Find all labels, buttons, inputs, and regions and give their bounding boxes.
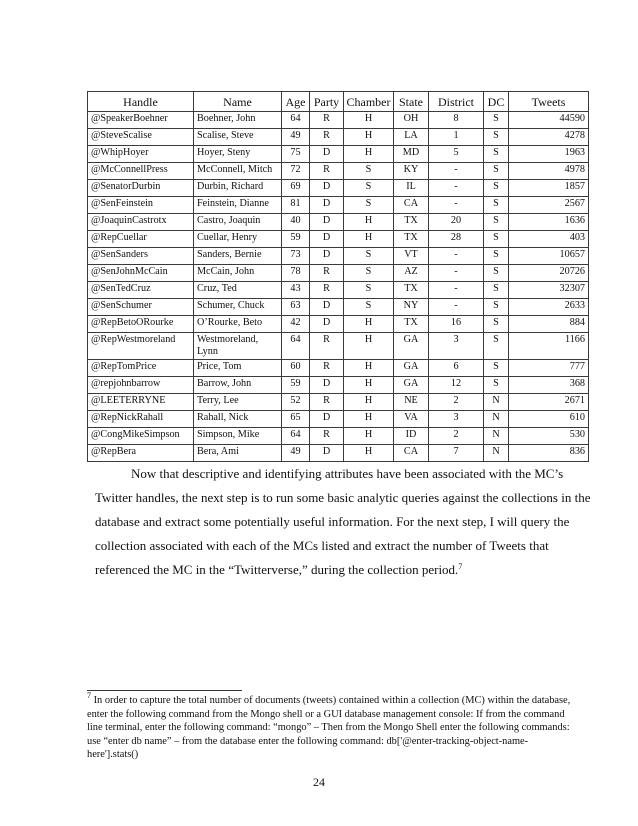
cell-handle: @WhipHoyer	[88, 146, 194, 163]
page-number: 24	[313, 775, 325, 789]
cell-dc: N	[484, 394, 509, 411]
cell-state: NE	[394, 394, 429, 411]
cell-district: 7	[429, 445, 484, 462]
cell-tweets: 4978	[509, 163, 589, 180]
cell-dc: S	[484, 265, 509, 282]
cell-district: -	[429, 282, 484, 299]
cell-state: TX	[394, 231, 429, 248]
column-header-state: State	[394, 92, 429, 112]
cell-state: IL	[394, 180, 429, 197]
cell-name: Cuellar, Henry	[194, 231, 282, 248]
cell-tweets: 1636	[509, 214, 589, 231]
footnote-line: line terminal, enter the following command: “mongo” – Then from the Mongo Shell enter the following commands:	[87, 722, 570, 733]
table-row	[88, 411, 589, 428]
cell-district: 3	[429, 411, 484, 428]
cell-chamber: H	[344, 112, 394, 129]
cell-state: GA	[394, 360, 429, 377]
cell-state: TX	[394, 214, 429, 231]
cell-party: R	[310, 394, 344, 411]
cell-chamber: S	[344, 180, 394, 197]
cell-chamber: S	[344, 248, 394, 265]
cell-tweets: 4278	[509, 129, 589, 146]
cell-name: Feinstein, Dianne	[194, 197, 282, 214]
cell-handle: @SenSanders	[88, 248, 194, 265]
cell-name: Cruz, Ted	[194, 282, 282, 299]
cell-handle: @SenTedCruz	[88, 282, 194, 299]
cell-state: GA	[394, 377, 429, 394]
table-row	[88, 248, 589, 265]
table-row	[88, 146, 589, 163]
cell-tweets: 610	[509, 411, 589, 428]
cell-party: D	[310, 411, 344, 428]
cell-name: Terry, Lee	[194, 394, 282, 411]
cell-age: 52	[282, 394, 310, 411]
cell-dc: N	[484, 411, 509, 428]
table-row	[88, 445, 589, 462]
cell-handle: @repjohnbarrow	[88, 377, 194, 394]
cell-party: D	[310, 180, 344, 197]
cell-district: 2	[429, 428, 484, 445]
cell-tweets: 2671	[509, 394, 589, 411]
cell-state: ID	[394, 428, 429, 445]
cell-district: -	[429, 163, 484, 180]
column-header-age: Age	[282, 92, 310, 112]
cell-chamber: S	[344, 299, 394, 316]
cell-chamber: H	[344, 146, 394, 163]
cell-dc: N	[484, 428, 509, 445]
cell-name: Price, Tom	[194, 360, 282, 377]
cell-party: R	[310, 112, 344, 129]
cell-dc: S	[484, 299, 509, 316]
cell-party: R	[310, 428, 344, 445]
cell-tweets: 836	[509, 445, 589, 462]
cell-chamber: S	[344, 163, 394, 180]
cell-name: McCain, John	[194, 265, 282, 282]
cell-state: CA	[394, 197, 429, 214]
cell-district: -	[429, 248, 484, 265]
cell-age: 63	[282, 299, 310, 316]
cell-name: Scalise, Steve	[194, 129, 282, 146]
cell-party: D	[310, 146, 344, 163]
table-row	[88, 428, 589, 445]
cell-tweets: 1857	[509, 180, 589, 197]
cell-party: R	[310, 129, 344, 146]
cell-tweets: 777	[509, 360, 589, 377]
cell-chamber: H	[344, 411, 394, 428]
cell-state: TX	[394, 316, 429, 333]
cell-handle: @SenSchumer	[88, 299, 194, 316]
cell-dc: S	[484, 146, 509, 163]
cell-name: McConnell, Mitch	[194, 163, 282, 180]
table-row	[88, 299, 589, 316]
cell-state: VA	[394, 411, 429, 428]
cell-dc: S	[484, 214, 509, 231]
paragraph-line: collection associated with each of the MCs listed and extract the number of Tweets that	[95, 538, 549, 553]
cell-handle: @RepNickRahall	[88, 411, 194, 428]
cell-tweets: 368	[509, 377, 589, 394]
cell-tweets: 884	[509, 316, 589, 333]
column-header-handle: Handle	[88, 92, 194, 112]
paragraph-line-text: referenced the MC in the “Twitterverse,” during the collection period.	[95, 562, 459, 577]
cell-handle: @RepBetoORourke	[88, 316, 194, 333]
table-row	[88, 231, 589, 248]
cell-age: 59	[282, 231, 310, 248]
cell-dc: S	[484, 377, 509, 394]
column-header-dc: DC	[484, 92, 509, 112]
cell-handle: @SenJohnMcCain	[88, 265, 194, 282]
cell-district: 1	[429, 129, 484, 146]
cell-age: 40	[282, 214, 310, 231]
cell-state: LA	[394, 129, 429, 146]
cell-district: 8	[429, 112, 484, 129]
footnote-line: enter the following command from the Mongo shell or a GUI database management console: If from the command	[87, 708, 565, 720]
cell-handle: @SenFeinstein	[88, 197, 194, 214]
cell-dc: S	[484, 197, 509, 214]
cell-name: Simpson, Mike	[194, 428, 282, 445]
cell-handle: @RepCuellar	[88, 231, 194, 248]
cell-name: Castro, Joaquin	[194, 214, 282, 231]
cell-name: Boehner, John	[194, 112, 282, 129]
paragraph-line: Now that descriptive and identifying attributes have been associated with the MC’s	[131, 466, 564, 481]
cell-dc: S	[484, 316, 509, 333]
cell-state: AZ	[394, 265, 429, 282]
paragraph-line: database and extract some potentially useful information. For the next step, I will query the	[95, 514, 570, 529]
cell-district: -	[429, 299, 484, 316]
cell-name: Sanders, Bernie	[194, 248, 282, 265]
cell-age: 43	[282, 282, 310, 299]
footnote-reference[interactable]: 7	[458, 562, 463, 571]
cell-party: D	[310, 445, 344, 462]
cell-tweets: 2567	[509, 197, 589, 214]
cell-handle: @RepWestmoreland	[88, 333, 194, 360]
paragraph-line	[95, 558, 577, 582]
table-row	[88, 316, 589, 333]
cell-age: 73	[282, 248, 310, 265]
table-row	[88, 394, 589, 411]
table-row	[88, 163, 589, 180]
cell-age: 65	[282, 411, 310, 428]
cell-chamber: H	[344, 333, 394, 360]
cell-tweets: 20726	[509, 265, 589, 282]
cell-district: 16	[429, 316, 484, 333]
table-row	[88, 112, 589, 129]
cell-party: R	[310, 282, 344, 299]
cell-party: R	[310, 265, 344, 282]
table-row	[88, 197, 589, 214]
cell-chamber: H	[344, 394, 394, 411]
cell-dc: S	[484, 112, 509, 129]
cell-district: 3	[429, 333, 484, 360]
cell-chamber: S	[344, 265, 394, 282]
column-header-tweets: Tweets	[509, 92, 589, 112]
cell-dc: S	[484, 129, 509, 146]
cell-name: Hoyer, Steny	[194, 146, 282, 163]
cell-dc: S	[484, 163, 509, 180]
cell-dc: S	[484, 360, 509, 377]
cell-handle: @McConnellPress	[88, 163, 194, 180]
table-row	[88, 265, 589, 282]
cell-age: 78	[282, 265, 310, 282]
cell-dc: S	[484, 231, 509, 248]
cell-chamber: H	[344, 231, 394, 248]
cell-chamber: S	[344, 197, 394, 214]
cell-age: 64	[282, 112, 310, 129]
cell-name: Rahall, Nick	[194, 411, 282, 428]
cell-district: -	[429, 265, 484, 282]
column-header-party: Party	[310, 92, 344, 112]
table-row	[88, 214, 589, 231]
cell-tweets: 1963	[509, 146, 589, 163]
cell-age: 64	[282, 428, 310, 445]
cell-state: TX	[394, 282, 429, 299]
cell-district: 2	[429, 394, 484, 411]
cell-name: Westmoreland, Lynn	[194, 333, 282, 360]
cell-district: 5	[429, 146, 484, 163]
cell-name: Schumer, Chuck	[194, 299, 282, 316]
footnote-text: In order to capture the total number of documents (tweets) contained within a collection (MC) within the database,	[91, 695, 571, 706]
cell-party: D	[310, 197, 344, 214]
cell-state: CA	[394, 445, 429, 462]
cell-handle: @SpeakerBoehner	[88, 112, 194, 129]
cell-age: 72	[282, 163, 310, 180]
cell-name: Durbin, Richard	[194, 180, 282, 197]
cell-handle: @RepBera	[88, 445, 194, 462]
table-row	[88, 180, 589, 197]
cell-party: D	[310, 248, 344, 265]
cell-name: Barrow, John	[194, 377, 282, 394]
cell-district: 28	[429, 231, 484, 248]
column-header-district: District	[429, 92, 484, 112]
cell-chamber: H	[344, 316, 394, 333]
column-header-name: Name	[194, 92, 282, 112]
cell-district: 20	[429, 214, 484, 231]
cell-chamber: S	[344, 282, 394, 299]
table-row	[88, 333, 589, 360]
cell-chamber: H	[344, 360, 394, 377]
cell-dc: S	[484, 248, 509, 265]
cell-dc: S	[484, 180, 509, 197]
cell-handle: @SteveScalise	[88, 129, 194, 146]
cell-chamber: H	[344, 428, 394, 445]
cell-district: -	[429, 197, 484, 214]
cell-age: 49	[282, 129, 310, 146]
cell-age: 60	[282, 360, 310, 377]
cell-age: 42	[282, 316, 310, 333]
paragraph-line: Twitter handles, the next step is to run some basic analytic queries against the collections in the	[95, 490, 591, 505]
cell-state: KY	[394, 163, 429, 180]
cell-state: OH	[394, 112, 429, 129]
body-paragraph	[95, 462, 591, 582]
table-row	[88, 377, 589, 394]
footnote	[87, 691, 587, 762]
cell-chamber: H	[344, 214, 394, 231]
cell-tweets: 10657	[509, 248, 589, 265]
footnote-line: use “enter db name” – from the database enter the following command: db['@enter-tracking-object-name-	[87, 735, 529, 747]
cell-tweets: 1166	[509, 333, 589, 360]
cell-chamber: H	[344, 445, 394, 462]
column-header-chamber: Chamber	[344, 92, 394, 112]
cell-age: 64	[282, 333, 310, 360]
cell-party: R	[310, 333, 344, 360]
cell-handle: @RepTomPrice	[88, 360, 194, 377]
cell-party: D	[310, 377, 344, 394]
cell-age: 69	[282, 180, 310, 197]
cell-party: D	[310, 316, 344, 333]
cell-party: R	[310, 163, 344, 180]
cell-state: VT	[394, 248, 429, 265]
cell-dc: S	[484, 333, 509, 360]
footnote-marker: 7	[87, 691, 91, 700]
cell-handle: @SenatorDurbin	[88, 180, 194, 197]
cell-chamber: H	[344, 129, 394, 146]
cell-chamber: H	[344, 377, 394, 394]
table-header-row	[88, 92, 589, 112]
cell-tweets: 403	[509, 231, 589, 248]
cell-state: MD	[394, 146, 429, 163]
cell-tweets: 32307	[509, 282, 589, 299]
cell-name: Bera, Ami	[194, 445, 282, 462]
cell-district: 6	[429, 360, 484, 377]
cell-age: 75	[282, 146, 310, 163]
cell-tweets: 530	[509, 428, 589, 445]
cell-party: R	[310, 360, 344, 377]
cell-age: 81	[282, 197, 310, 214]
cell-party: D	[310, 299, 344, 316]
cell-dc: S	[484, 282, 509, 299]
footnote-divider	[87, 690, 242, 691]
table-row	[88, 129, 589, 146]
footnote-line	[87, 691, 587, 708]
members-table	[87, 91, 589, 462]
footnote-line: here'].stats()	[87, 749, 139, 760]
cell-handle: @LEETERRYNE	[88, 394, 194, 411]
cell-party: D	[310, 214, 344, 231]
table-row	[88, 360, 589, 377]
cell-age: 49	[282, 445, 310, 462]
table-row	[88, 282, 589, 299]
cell-tweets: 2633	[509, 299, 589, 316]
cell-state: NY	[394, 299, 429, 316]
cell-name: O’Rourke, Beto	[194, 316, 282, 333]
cell-handle: @JoaquinCastrotx	[88, 214, 194, 231]
cell-party: D	[310, 231, 344, 248]
cell-handle: @CongMikeSimpson	[88, 428, 194, 445]
cell-tweets: 44590	[509, 112, 589, 129]
cell-dc: N	[484, 445, 509, 462]
cell-district: -	[429, 180, 484, 197]
cell-district: 12	[429, 377, 484, 394]
cell-state: GA	[394, 333, 429, 360]
cell-age: 59	[282, 377, 310, 394]
